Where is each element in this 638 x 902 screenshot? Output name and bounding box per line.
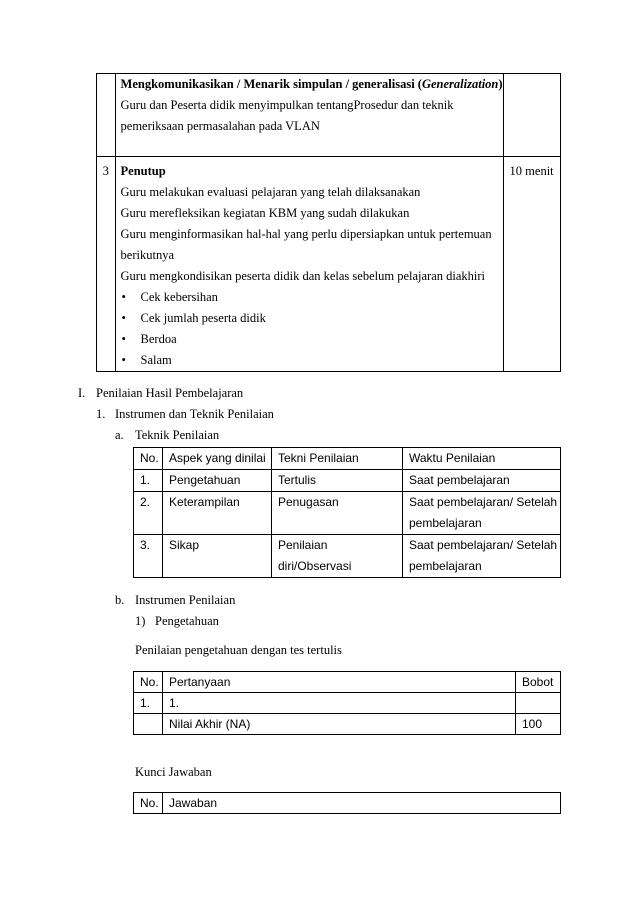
table-cell [403,535,561,578]
table-cell: 2. [134,492,163,535]
cell-line: pembelajaran [409,559,482,573]
table-header-row [134,448,561,470]
activity-line: Guru mengkondisikan peserta didik dan kelas sebelum pelajaran diakhiri [120,269,486,283]
subsection-marker: b. [115,593,125,607]
table-cell [516,693,561,714]
bullet-icon: • [121,353,126,367]
kunci-jawaban-heading: Kunci Jawaban [135,765,212,779]
activity-line: Guru merefleksikan kegiatan KBM yang sudah dilakukan [120,206,410,220]
subsection-marker: a. [115,428,124,442]
cell-line: Saat pembelajaran/ Setelah [409,538,558,552]
table-cell: Nilai Akhir (NA) [163,714,516,735]
header-cell: Pertanyaan [163,672,516,693]
header-cell: Waktu Penilaian [403,448,561,470]
table-cell: Penugasan [272,492,403,535]
header-cell: No. [134,793,163,814]
table-row [134,470,561,492]
subsection-marker: 1) [135,614,146,628]
activity-heading: Penutup [120,164,166,178]
section-title: Penilaian Hasil Pembelajaran [96,386,244,400]
table-row [134,492,561,535]
table-row-total [134,714,561,735]
activity-line: berikutnya [120,248,174,262]
table-cell: Penilaian diri/Observasi [272,535,403,578]
table-row [134,693,561,714]
activity-table [96,73,561,372]
table-cell: 1. [134,693,163,714]
table-cell [403,492,561,535]
table-cell: Pengetahuan [163,470,272,492]
activity-row-generalization [97,74,561,157]
cell-line: Saat pembelajaran/ Setelah [409,495,558,509]
activity-content-cell [115,74,503,157]
jawaban-table [133,792,561,814]
subsection-title: Instrumen dan Teknik Penilaian [115,407,274,421]
pertanyaan-table [133,671,561,735]
activity-line: Guru menginformasikan hal-hal yang perlu dipersiapkan untuk pertemuan [120,227,492,241]
table-cell: Saat pembelajaran [403,470,561,492]
description-text: Penilaian pengetahuan dengan tes tertulis [135,643,342,657]
activity-line: Guru melakukan evaluasi pelajaran yang telah dilaksanakan [120,185,421,199]
time-cell [503,157,560,372]
row-number-cell [97,157,116,372]
bullet-item: • Cek kebersihan [121,287,503,308]
table-cell: 1. [134,470,163,492]
activity-line: Guru dan Peserta didik menyimpulkan tentangProsedur dan teknik [120,98,454,112]
subsection-marker: 1. [96,407,106,421]
header-cell: No. [134,672,163,693]
header-cell: Bobot [516,672,561,693]
teknik-penilaian-table [133,447,561,578]
row-number: 3 [102,164,109,178]
bullet-item: • Berdoa [121,329,503,350]
time-cell [503,74,560,157]
subsection-title: Instrumen Penilaian [135,593,236,607]
header-cell: Tekni Penilaian [272,448,403,470]
activity-heading: Mengkomunikasikan / Menarik simpulan / generalisasi (Generalization) [120,77,503,91]
activity-row-penutup [97,157,561,372]
table-header-row [134,793,561,814]
bullet-icon: • [121,290,126,304]
header-cell: Jawaban [163,793,561,814]
bullet-icon: • [121,332,126,346]
header-cell: No. [134,448,163,470]
header-cell: Aspek yang dinilai [163,448,272,470]
activity-content-cell [115,157,503,372]
subsection-title: Pengetahuan [155,614,219,628]
table-cell: 1. [163,693,516,714]
table-cell: Sikap [163,535,272,578]
table-cell: Keterampilan [163,492,272,535]
table-header-row [134,672,561,693]
section-marker: I. [78,386,86,400]
table-cell: Tertulis [272,470,403,492]
table-cell [134,714,163,735]
bullet-icon: • [121,311,126,325]
time-value: 10 menit [509,164,554,178]
row-number-cell [97,74,116,157]
table-cell: 100 [516,714,561,735]
cell-line: pembelajaran [409,516,482,530]
bullet-item: • Salam [121,350,503,371]
activity-line: pemeriksaan permasalahan pada VLAN [120,119,320,133]
table-cell: 3. [134,535,163,578]
table-row [134,535,561,578]
bullet-item: • Cek jumlah peserta didik [121,308,503,329]
subsection-title: Teknik Penilaian [135,428,220,442]
